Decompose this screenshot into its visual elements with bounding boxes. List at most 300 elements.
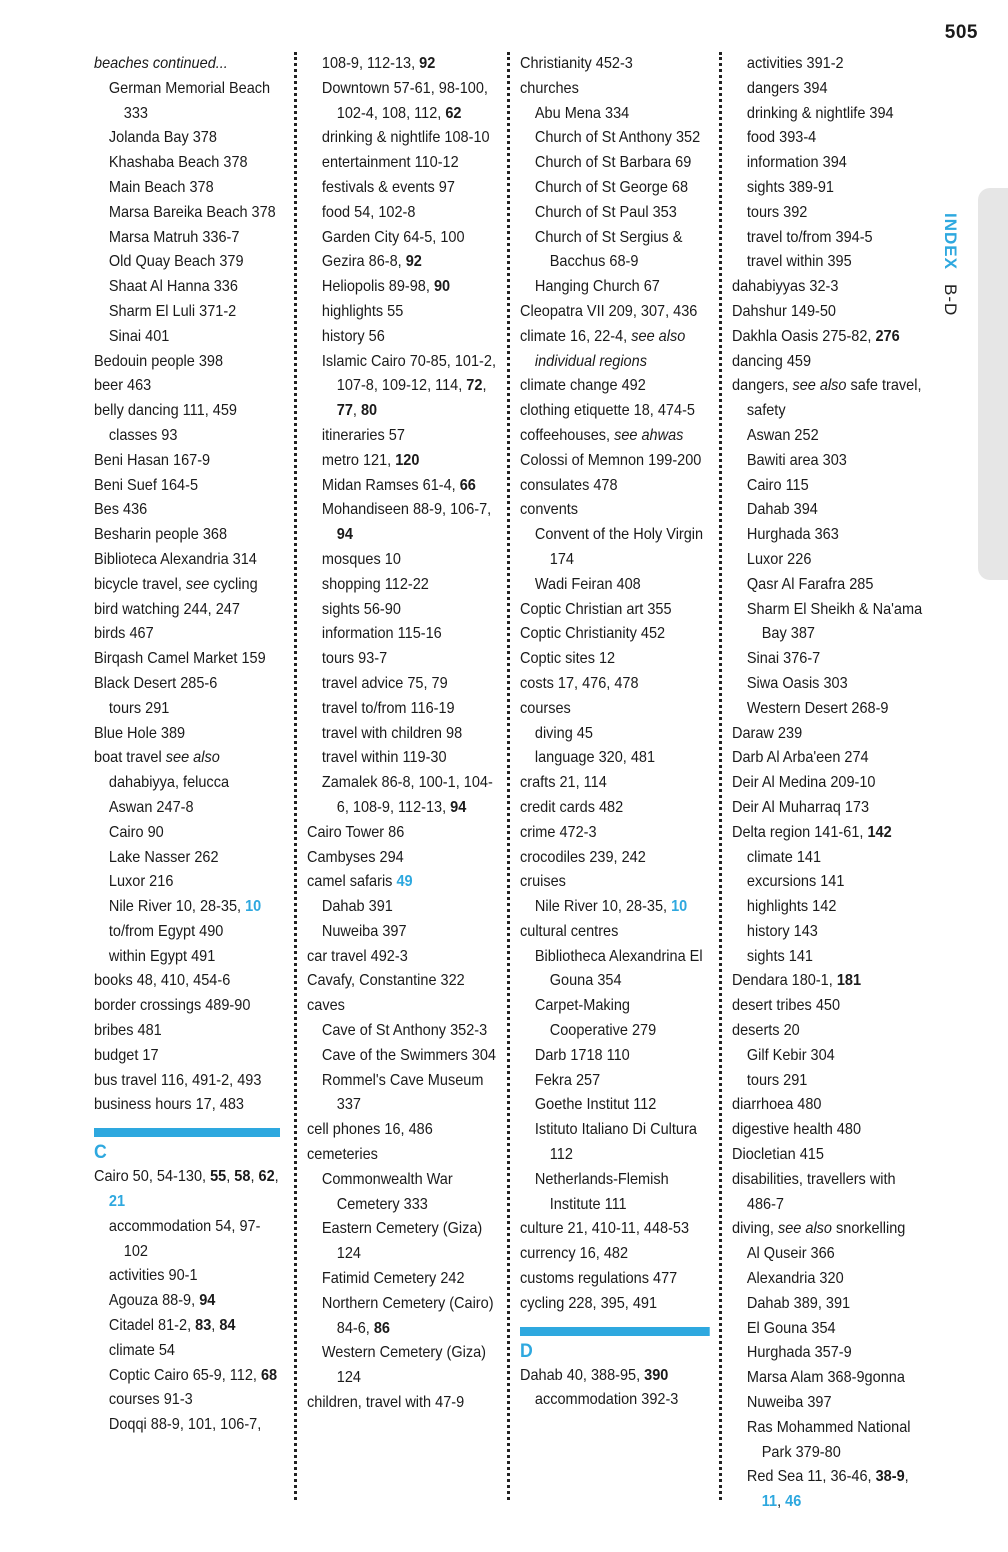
index-subentry: [94, 300, 280, 325]
index-entry: [520, 622, 710, 647]
index-subentry: [520, 151, 710, 176]
index-text: see: [185, 575, 210, 593]
index-text: Red Sea 11, 36-46,: [746, 1468, 876, 1486]
index-text: Delta region 141-61,: [732, 823, 868, 841]
index-text: business hours 17, 483: [94, 1096, 244, 1114]
index-subentry: [732, 598, 927, 648]
index-subentry: [732, 1242, 927, 1267]
index-text: highlights 142: [746, 898, 837, 916]
index-subentry: [307, 498, 497, 548]
index-entry: [520, 77, 710, 102]
index-subentry: [307, 1292, 497, 1342]
index-subentry: [732, 498, 927, 523]
index-text: dahabiyya, felucca: [108, 774, 230, 792]
index-subentry: [520, 1118, 710, 1168]
index-text: Cairo Tower 86: [307, 823, 405, 841]
index-entry: [732, 722, 927, 747]
index-text: cycling: [209, 575, 258, 593]
index-entry: [94, 994, 280, 1019]
index-subentry: [94, 895, 280, 920]
index-text: climate 16, 22-4,: [520, 327, 632, 345]
index-text: dangers 394: [746, 79, 828, 97]
index-text: customs regulations 477: [520, 1270, 678, 1288]
map-page-ref-bold: 90: [433, 278, 451, 296]
index-subentry: [94, 77, 280, 127]
index-entry: [307, 1143, 497, 1168]
index-text: Dahab 394: [746, 501, 818, 519]
index-text: El Gouna 354: [746, 1319, 836, 1337]
index-text: credit cards 482: [520, 798, 624, 816]
index-entry: [307, 870, 497, 895]
index-subentry: [94, 920, 280, 945]
index-entry: [307, 945, 497, 970]
map-page-ref-bold: 72: [466, 377, 483, 395]
index-text: entertainment 110-12: [321, 154, 459, 172]
index-text: Aswan 247-8: [108, 798, 194, 816]
index-text: Islamic Cairo 70-85, 101-2, 107-8, 109-12, 114,: [321, 352, 496, 395]
index-subentry: [732, 52, 927, 77]
index-entry: [520, 52, 710, 77]
index-subentry: [520, 1388, 710, 1413]
index-text: desert tribes 450: [732, 997, 841, 1015]
index-text: Doqqi 88-9, 101, 106-7,: [108, 1416, 262, 1434]
index-subentry: [307, 647, 497, 672]
index-text: Northern Cemetery (Cairo) 84-6,: [321, 1294, 494, 1337]
index-text: Wadi Feiran 408: [534, 575, 641, 593]
index-entry: [520, 672, 710, 697]
index-subentry: [307, 1267, 497, 1292]
index-subentry: [307, 151, 497, 176]
index-text: Fatimid Cemetery 242: [321, 1270, 465, 1288]
index-text: bicycle travel,: [94, 575, 186, 593]
map-page-ref-bold: 58: [234, 1168, 251, 1186]
index-text: travel within 395: [746, 253, 852, 271]
index-entry: [732, 350, 927, 375]
index-text: Midan Ramses 61-4,: [321, 476, 460, 494]
index-text: Dahshur 149-50: [732, 302, 837, 320]
index-entry: [94, 399, 280, 424]
index-text: Al Quseir 366: [746, 1245, 835, 1263]
index-text: camel safaris: [307, 873, 397, 891]
index-text: Darb 1718 110: [534, 1046, 630, 1064]
index-subentry: [307, 573, 497, 598]
index-text: see ahwas: [614, 426, 684, 444]
index-entry: [307, 1391, 497, 1416]
index-text: Dakhla Oasis 275-82,: [732, 327, 876, 345]
index-subentry: [732, 548, 927, 573]
index-text: bribes 481: [94, 1022, 162, 1040]
map-page-ref-bold: 120: [395, 451, 420, 469]
index-text: Nile River 10, 28-35,: [108, 898, 246, 916]
index-text: boat travel: [94, 749, 166, 767]
index-text: travel to/from 394-5: [746, 228, 873, 246]
index-column-2: [307, 52, 497, 1416]
index-subentry: [732, 1416, 927, 1466]
index-text: tours 291: [746, 1071, 808, 1089]
index-text: books 48, 410, 454-6: [94, 972, 231, 990]
index-subentry: [520, 176, 710, 201]
index-entry: [732, 746, 927, 771]
letter-heading-text: C: [94, 1142, 107, 1164]
index-text: tours 93-7: [321, 650, 388, 668]
index-text: Black Desert 285-6: [94, 674, 218, 692]
index-entry: [520, 647, 710, 672]
index-text: shopping 112-22: [321, 575, 429, 593]
index-text: disabilities, travellers with 486-7: [732, 1170, 896, 1213]
map-page-ref-bold: 77: [336, 402, 353, 420]
index-text: ,: [777, 1493, 786, 1511]
index-text: Fekra 257: [534, 1071, 601, 1089]
index-text: diving 45: [534, 724, 593, 742]
index-subentry: [520, 573, 710, 598]
map-page-ref-bold: 142: [867, 823, 892, 841]
map-page-ref-bold: 83: [195, 1317, 212, 1335]
index-text: activities 90-1: [108, 1267, 198, 1285]
index-entry: [307, 821, 497, 846]
index-subentry: [520, 994, 710, 1044]
index-subentry: [307, 126, 497, 151]
index-text: cemeteries: [307, 1146, 378, 1164]
index-text: highlights 55: [321, 302, 404, 320]
index-subentry: [520, 201, 710, 226]
index-text: ,: [482, 377, 487, 395]
index-text: drinking & nightlife 394: [746, 104, 894, 122]
index-text: cruises: [520, 873, 566, 891]
index-subentry: [732, 449, 927, 474]
index-text: Coptic sites 12: [520, 650, 616, 668]
map-page-ref-bold: 38-9: [875, 1468, 905, 1486]
index-subentry: [520, 722, 710, 747]
index-text: Qasr Al Farafra 285: [746, 575, 874, 593]
map-page-ref-bold: 68: [260, 1366, 278, 1384]
index-text: accommodation 54, 97-102: [108, 1217, 261, 1260]
index-text: Church of St Sergius & Bacchus 68-9: [534, 228, 683, 271]
index-entry: [307, 846, 497, 871]
index-subentry: [520, 1093, 710, 1118]
index-text: courses: [520, 699, 571, 717]
column-divider: [719, 52, 722, 1500]
index-entry: [520, 796, 710, 821]
index-entry: [94, 548, 280, 573]
map-page-ref-bold: 66: [459, 476, 476, 494]
index-text: Daraw 239: [732, 724, 803, 742]
index-text: tours 392: [746, 203, 808, 221]
column-divider: [507, 52, 510, 1500]
index-subentry: [307, 325, 497, 350]
index-text: Coptic Christian art 355: [520, 600, 672, 618]
index-subentry: [307, 920, 497, 945]
index-text: consulates 478: [520, 476, 618, 494]
index-entry: [94, 573, 280, 598]
index-text: Church of St Anthony 352: [534, 129, 701, 147]
index-text: ,: [904, 1468, 909, 1486]
index-subentry: [307, 350, 497, 424]
map-page-ref-bold: 84: [219, 1317, 236, 1335]
index-text: convents: [520, 501, 579, 519]
index-text: Abu Mena 334: [534, 104, 630, 122]
index-text: Shaat Al Hanna 336: [108, 278, 238, 296]
index-subentry: [307, 1044, 497, 1069]
index-text: bus travel 116, 491-2, 493: [94, 1071, 262, 1089]
map-page-ref-bold: 92: [405, 253, 422, 271]
index-subentry: [520, 746, 710, 771]
index-entry: [94, 746, 280, 796]
index-text: crafts 21, 114: [520, 774, 607, 792]
letter-heading-bar: [520, 1327, 710, 1336]
index-entry: [94, 449, 280, 474]
index-text: Blue Hole 389: [94, 724, 186, 742]
index-text: safe travel, safety: [746, 377, 922, 420]
index-subentry: [94, 126, 280, 151]
index-text: bird watching 244, 247: [94, 600, 240, 618]
index-text: deserts 20: [732, 1022, 800, 1040]
index-text: Netherlands-Flemish Institute 111: [534, 1170, 669, 1213]
index-entry: [520, 498, 710, 523]
index-text: sights 141: [746, 947, 813, 965]
index-text: courses 91-3: [108, 1391, 193, 1409]
index-text: Sinai 376-7: [746, 650, 821, 668]
index-entry: [520, 300, 710, 325]
index-subentry: [732, 1341, 927, 1366]
index-subentry: [732, 1069, 927, 1094]
index-subentry: [307, 250, 497, 275]
index-subentry: [520, 1044, 710, 1069]
index-text: Marsa Matruh 336-7: [108, 228, 240, 246]
index-subentry: [520, 1168, 710, 1218]
index-text: Zamalek 86-8, 100-1, 104-6, 108-9, 112-13,: [321, 774, 493, 816]
index-entry: [94, 1069, 280, 1094]
letter-heading-text: D: [520, 1340, 533, 1362]
index-subentry: [307, 176, 497, 201]
index-entry: [94, 498, 280, 523]
index-text: Dahab 391: [321, 898, 393, 916]
index-text: culture 21, 410-11, 448-53: [520, 1220, 690, 1238]
index-entry: [94, 598, 280, 623]
index-entry-continued: [307, 52, 497, 77]
index-subentry: [732, 176, 927, 201]
map-page-ref-bold: 94: [199, 1292, 216, 1310]
index-text: accommodation 392-3: [534, 1391, 679, 1409]
index-subentry: [307, 1069, 497, 1119]
index-text: Hurghada 357-9: [746, 1344, 852, 1362]
index-subentry: [520, 226, 710, 276]
index-subentry: [307, 895, 497, 920]
index-text: sights 389-91: [746, 178, 834, 196]
index-text: clothing etiquette 18, 474-5: [520, 402, 695, 420]
index-subentry: [307, 77, 497, 127]
index-subentry: [732, 226, 927, 251]
index-text: Agouza 88-9,: [108, 1292, 200, 1310]
index-text: Mohandiseen 88-9, 106-7,: [321, 501, 492, 519]
index-entry: [94, 52, 280, 77]
index-text: diving,: [732, 1220, 778, 1238]
index-entry: [520, 399, 710, 424]
index-subentry: [732, 474, 927, 499]
index-text: Beni Hasan 167-9: [94, 451, 211, 469]
index-subentry: [732, 697, 927, 722]
index-subentry: [94, 1289, 280, 1314]
index-text: Besharin people 368: [94, 526, 228, 544]
map-page-ref-bold: 276: [875, 327, 900, 345]
index-text: cycling 228, 395, 491: [520, 1294, 658, 1312]
index-text: Sharm El Sheikh & Na'ama Bay 387: [746, 600, 923, 643]
index-subentry: [94, 870, 280, 895]
index-text: Christianity 452-3: [520, 55, 633, 72]
index-text: Cave of St Anthony 352-3: [321, 1022, 488, 1040]
index-text: itineraries 57: [321, 426, 405, 444]
index-entry: [520, 771, 710, 796]
index-subentry: [307, 672, 497, 697]
page-number: 505: [944, 22, 978, 43]
index-text: history 143: [746, 922, 818, 940]
index-text: 108-9, 112-13,: [321, 55, 420, 72]
index-text: Dendara 180-1,: [732, 972, 837, 990]
map-page-ref-bold: 181: [836, 972, 862, 990]
index-entry: [520, 1267, 710, 1292]
index-subentry: [94, 325, 280, 350]
index-text: Marsa Bareika Beach 378: [108, 203, 276, 221]
index-text: Cambyses 294: [307, 848, 404, 866]
index-text: Commonwealth War Cemetery 333: [321, 1170, 453, 1213]
index-text: Aswan 252: [746, 426, 819, 444]
index-subentry: [94, 1413, 280, 1438]
index-subentry: [307, 722, 497, 747]
index-text: travel with children 98: [321, 724, 463, 742]
index-text: Convent of the Holy Virgin 174: [534, 526, 704, 568]
index-entry: [94, 1019, 280, 1044]
index-text: Rommel's Cave Museum 337: [321, 1071, 484, 1114]
map-page-ref: 10: [245, 898, 262, 916]
index-subentry: [732, 126, 927, 151]
index-text: Biblioteca Alexandria 314: [94, 550, 257, 568]
index-text: crocodiles 239, 242: [520, 848, 646, 866]
index-entry: [520, 1217, 710, 1242]
index-text: Nuweiba 397: [321, 922, 407, 940]
index-subentry: [94, 1215, 280, 1265]
index-entry: [732, 1217, 927, 1242]
index-entry: [520, 474, 710, 499]
index-text: Gezira 86-8,: [321, 253, 406, 271]
index-subentry: [94, 226, 280, 251]
index-entry: [732, 969, 927, 994]
index-subentry: [732, 1317, 927, 1342]
index-subentry: [94, 424, 280, 449]
index-text: Luxor 226: [746, 550, 812, 568]
index-text: activities 391-2: [746, 55, 844, 72]
index-entry: [520, 598, 710, 623]
index-text: Deir Al Muharraq 173: [732, 798, 870, 816]
index-text: Goethe Institut 112: [534, 1096, 657, 1114]
index-subentry: [307, 474, 497, 499]
index-text: Western Desert 268-9: [746, 699, 889, 717]
index-entry: [520, 374, 710, 399]
index-entry: [520, 1242, 710, 1267]
index-text: language 320, 481: [534, 749, 656, 767]
index-subentry: [520, 126, 710, 151]
index-subentry: [732, 1292, 927, 1317]
index-text: Old Quay Beach 379: [108, 253, 244, 271]
index-entry: [732, 796, 927, 821]
index-entry: [732, 1019, 927, 1044]
map-page-ref-bold: 86: [373, 1319, 391, 1337]
index-entry: [307, 994, 497, 1019]
index-subentry: [732, 895, 927, 920]
letter-heading: [94, 1128, 280, 1165]
index-entry: [520, 920, 710, 945]
index-text: Cairo 115: [746, 476, 809, 494]
index-text: children, travel with 47-9: [307, 1394, 465, 1412]
index-entry: [94, 1093, 280, 1118]
index-text: Birqash Camel Market 159: [94, 650, 266, 668]
index-subentry: [94, 275, 280, 300]
index-text: Downtown 57-61, 98-100, 102-4, 108, 112,: [321, 79, 488, 122]
index-text: ,: [226, 1168, 235, 1186]
index-text: Eastern Cemetery (Giza) 124: [321, 1220, 483, 1263]
index-text: budget 17: [94, 1046, 159, 1064]
index-entry: [732, 1143, 927, 1168]
map-page-ref: 46: [785, 1493, 802, 1511]
index-subentry: [732, 102, 927, 127]
index-text: Bawiti area 303: [746, 451, 847, 469]
index-text: currency 16, 482: [520, 1245, 629, 1263]
index-text: Khashaba Beach 378: [108, 154, 248, 172]
index-subentry: [732, 523, 927, 548]
index-subentry: [307, 1341, 497, 1391]
index-text: ,: [211, 1317, 220, 1335]
index-subentry: [307, 1019, 497, 1044]
index-text: to/from Egypt 490: [108, 922, 224, 940]
index-subentry: [307, 746, 497, 771]
index-text: metro 121,: [321, 451, 396, 469]
index-subentry: [94, 945, 280, 970]
index-entry: [520, 449, 710, 474]
index-entry: [94, 523, 280, 548]
index-text: food 393-4: [746, 129, 817, 147]
index-text: ,: [352, 402, 361, 420]
index-entry: [94, 622, 280, 647]
index-entry: [520, 1292, 710, 1317]
map-page-ref: 49: [396, 873, 413, 891]
index-subentry: [307, 548, 497, 573]
index-entry: [732, 1093, 927, 1118]
index-subentry: [94, 1314, 280, 1339]
index-text: climate 141: [746, 848, 822, 866]
index-text: Cairo 50, 54-130,: [94, 1168, 211, 1186]
index-subentry: [307, 622, 497, 647]
index-subentry: [732, 151, 927, 176]
index-text: crime 472-3: [520, 823, 597, 841]
index-text: excursions 141: [746, 873, 845, 891]
index-text: Diocletian 415: [732, 1146, 824, 1164]
column-divider: [294, 52, 297, 1500]
index-text: Hanging Church 67: [534, 278, 660, 296]
index-subentry: [94, 176, 280, 201]
index-entry: [307, 969, 497, 994]
index-text: Garden City 64-5, 100: [321, 228, 465, 246]
index-entry: [732, 300, 927, 325]
index-text: mosques 10: [321, 550, 401, 568]
index-text: Citadel 81-2,: [108, 1317, 196, 1335]
index-text: within Egypt 491: [108, 947, 216, 965]
index-text: see also: [165, 749, 220, 767]
index-text: Cleopatra VII 209, 307, 436: [520, 302, 698, 320]
index-subentry: [520, 1069, 710, 1094]
index-text: beaches continued...: [94, 55, 228, 72]
index-text: Bibliotheca Alexandrina El Gouna 354: [534, 947, 703, 990]
index-text: Luxor 216: [108, 873, 174, 891]
index-entry: [520, 870, 710, 895]
index-text: Heliopolis 89-98,: [321, 278, 434, 296]
